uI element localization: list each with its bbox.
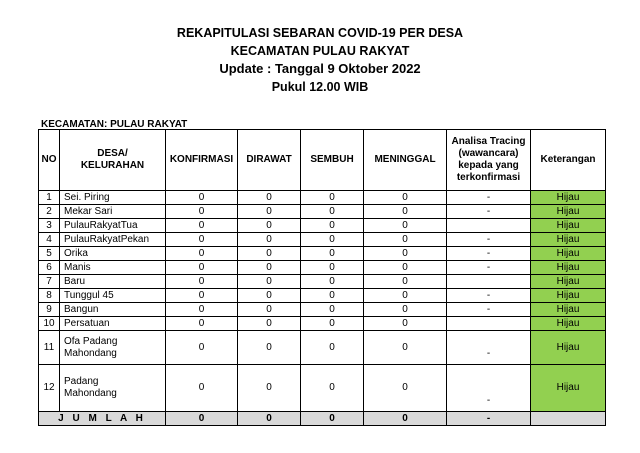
cell-dirawat: 0 [238,365,301,412]
total-keterangan [531,412,606,426]
cell-no: 11 [39,331,60,365]
total-tracing: - [447,412,531,426]
cell-desa-line1: Ofa Padang [64,335,118,347]
table-row [39,331,606,365]
cell-sembuh: 0 [301,365,364,412]
cell-desa: Mekar Sari [60,205,166,219]
col-header-desa [60,130,166,191]
cell-desa-line2: Mahondang [64,388,117,399]
table-row [39,191,606,205]
col-header-tracing-line2: (wawancara) [458,148,519,159]
table-row [39,261,606,275]
cell-no: 5 [39,247,60,261]
cell-no: 4 [39,233,60,247]
cell-no: 3 [39,219,60,233]
cell-meninggal: 0 [364,247,447,261]
cell-konfirmasi: 0 [166,317,238,331]
cell-tracing: - [447,191,531,205]
col-header-desa-line1: DESA/ [97,148,128,159]
cell-tracing [447,275,531,289]
col-header-sembuh: SEMBUH [301,130,364,191]
cell-keterangan: Hijau [531,233,606,247]
col-header-tracing-line1: Analisa Tracing [451,136,526,147]
col-header-desa-line2: KELURAHAN [80,160,145,171]
col-header-konfirmasi: KONFIRMASI [166,130,238,191]
cell-konfirmasi: 0 [166,247,238,261]
cell-tracing [447,219,531,233]
cell-keterangan: Hijau [531,365,606,412]
cell-meninggal: 0 [364,261,447,275]
cell-dirawat: 0 [238,261,301,275]
cell-dirawat: 0 [238,247,301,261]
report-title: REKAPITULASI SEBARAN COVID-19 PER DESA [176,26,464,40]
cell-sembuh: 0 [301,233,364,247]
cell-meninggal: 0 [364,191,447,205]
col-header-tracing [447,130,531,191]
cell-tracing: - [447,303,531,317]
cell-meninggal: 0 [364,317,447,331]
cell-konfirmasi: 0 [166,233,238,247]
cell-sembuh: 0 [301,261,364,275]
cell-konfirmasi: 0 [166,191,238,205]
cell-meninggal: 0 [364,233,447,247]
table-row [39,303,606,317]
kecamatan-label: KECAMATAN: PULAU RAKYAT [41,119,188,130]
cell-keterangan: Hijau [531,191,606,205]
cell-dirawat: 0 [238,219,301,233]
cell-tracing: - [447,331,531,365]
cell-konfirmasi: 0 [166,303,238,317]
cell-no: 6 [39,261,60,275]
report-subtitle-kecamatan: KECAMATAN PULAU RAKYAT [230,44,410,58]
cell-tracing: - [447,261,531,275]
table-total-row [39,412,606,426]
table-row [39,233,606,247]
cell-no: 12 [39,365,60,412]
report-update-time: Pukul 12.00 WIB [271,80,369,94]
cell-desa: Sei. Piring [60,191,166,205]
cell-dirawat: 0 [238,233,301,247]
table-row [39,289,606,303]
cell-desa: Tunggul 45 [60,289,166,303]
col-header-no: NO [39,130,60,191]
table-row [39,275,606,289]
cell-desa-line2: Mahondang [64,347,117,359]
cell-desa: Persatuan [60,317,166,331]
cell-keterangan: Hijau [531,275,606,289]
cell-konfirmasi: 0 [166,275,238,289]
cell-dirawat: 0 [238,191,301,205]
cell-tracing: - [447,365,531,412]
cell-sembuh: 0 [301,219,364,233]
cell-keterangan: Hijau [531,331,606,365]
cell-tracing: - [447,205,531,219]
cell-sembuh: 0 [301,191,364,205]
cell-konfirmasi: 0 [166,331,238,365]
cell-dirawat: 0 [238,317,301,331]
cell-desa [60,365,166,412]
cell-desa: PulauRakyatPekan [60,233,166,247]
cell-no: 1 [39,191,60,205]
covid-recap-table [38,129,606,426]
cell-keterangan: Hijau [531,219,606,233]
cell-sembuh: 0 [301,275,364,289]
cell-keterangan: Hijau [531,205,606,219]
cell-konfirmasi: 0 [166,205,238,219]
cell-desa: Orika [60,247,166,261]
cell-tracing: - [447,233,531,247]
cell-sembuh: 0 [301,205,364,219]
cell-no: 10 [39,317,60,331]
total-label: J U M L A H [39,412,166,426]
cell-tracing [447,317,531,331]
cell-konfirmasi: 0 [166,289,238,303]
cell-meninggal: 0 [364,219,447,233]
total-konfirmasi: 0 [166,412,238,426]
cell-sembuh: 0 [301,303,364,317]
cell-keterangan: Hijau [531,247,606,261]
cell-no: 2 [39,205,60,219]
table-row [39,219,606,233]
col-header-meninggal: MENINGGAL [364,130,447,191]
cell-meninggal: 0 [364,275,447,289]
cell-sembuh: 0 [301,289,364,303]
cell-dirawat: 0 [238,303,301,317]
table-row [39,365,606,412]
cell-dirawat: 0 [238,331,301,365]
cell-meninggal: 0 [364,365,447,412]
total-dirawat: 0 [238,412,301,426]
col-header-tracing-line4: terkonfirmasi [456,172,521,183]
cell-dirawat: 0 [238,205,301,219]
cell-desa: Bangun [60,303,166,317]
total-sembuh: 0 [301,412,364,426]
cell-keterangan: Hijau [531,289,606,303]
cell-meninggal: 0 [364,205,447,219]
cell-no: 8 [39,289,60,303]
cell-konfirmasi: 0 [166,219,238,233]
cell-keterangan: Hijau [531,303,606,317]
table-row [39,247,606,261]
cell-konfirmasi: 0 [166,365,238,412]
col-header-dirawat: DIRAWAT [238,130,301,191]
col-header-keterangan: Keterangan [531,130,606,191]
cell-desa [60,331,166,365]
cell-tracing: - [447,247,531,261]
table-row [39,205,606,219]
cell-konfirmasi: 0 [166,261,238,275]
cell-keterangan: Hijau [531,317,606,331]
table-row [39,317,606,331]
table-header-row [39,130,606,191]
total-meninggal: 0 [364,412,447,426]
cell-no: 7 [39,275,60,289]
col-header-tracing-line3: kepada yang [458,160,519,171]
cell-desa: Baru [60,275,166,289]
cell-sembuh: 0 [301,317,364,331]
cell-meninggal: 0 [364,289,447,303]
cell-meninggal: 0 [364,303,447,317]
cell-sembuh: 0 [301,247,364,261]
cell-desa: Manis [60,261,166,275]
report-update-date: Update : Tanggal 9 Oktober 2022 [219,61,421,76]
cell-no: 9 [39,303,60,317]
cell-dirawat: 0 [238,275,301,289]
cell-meninggal: 0 [364,331,447,365]
cell-dirawat: 0 [238,289,301,303]
cell-tracing: - [447,289,531,303]
cell-desa: PulauRakyatTua [60,219,166,233]
cell-sembuh: 0 [301,331,364,365]
cell-desa-line1: Padang [64,376,99,387]
cell-keterangan: Hijau [531,261,606,275]
